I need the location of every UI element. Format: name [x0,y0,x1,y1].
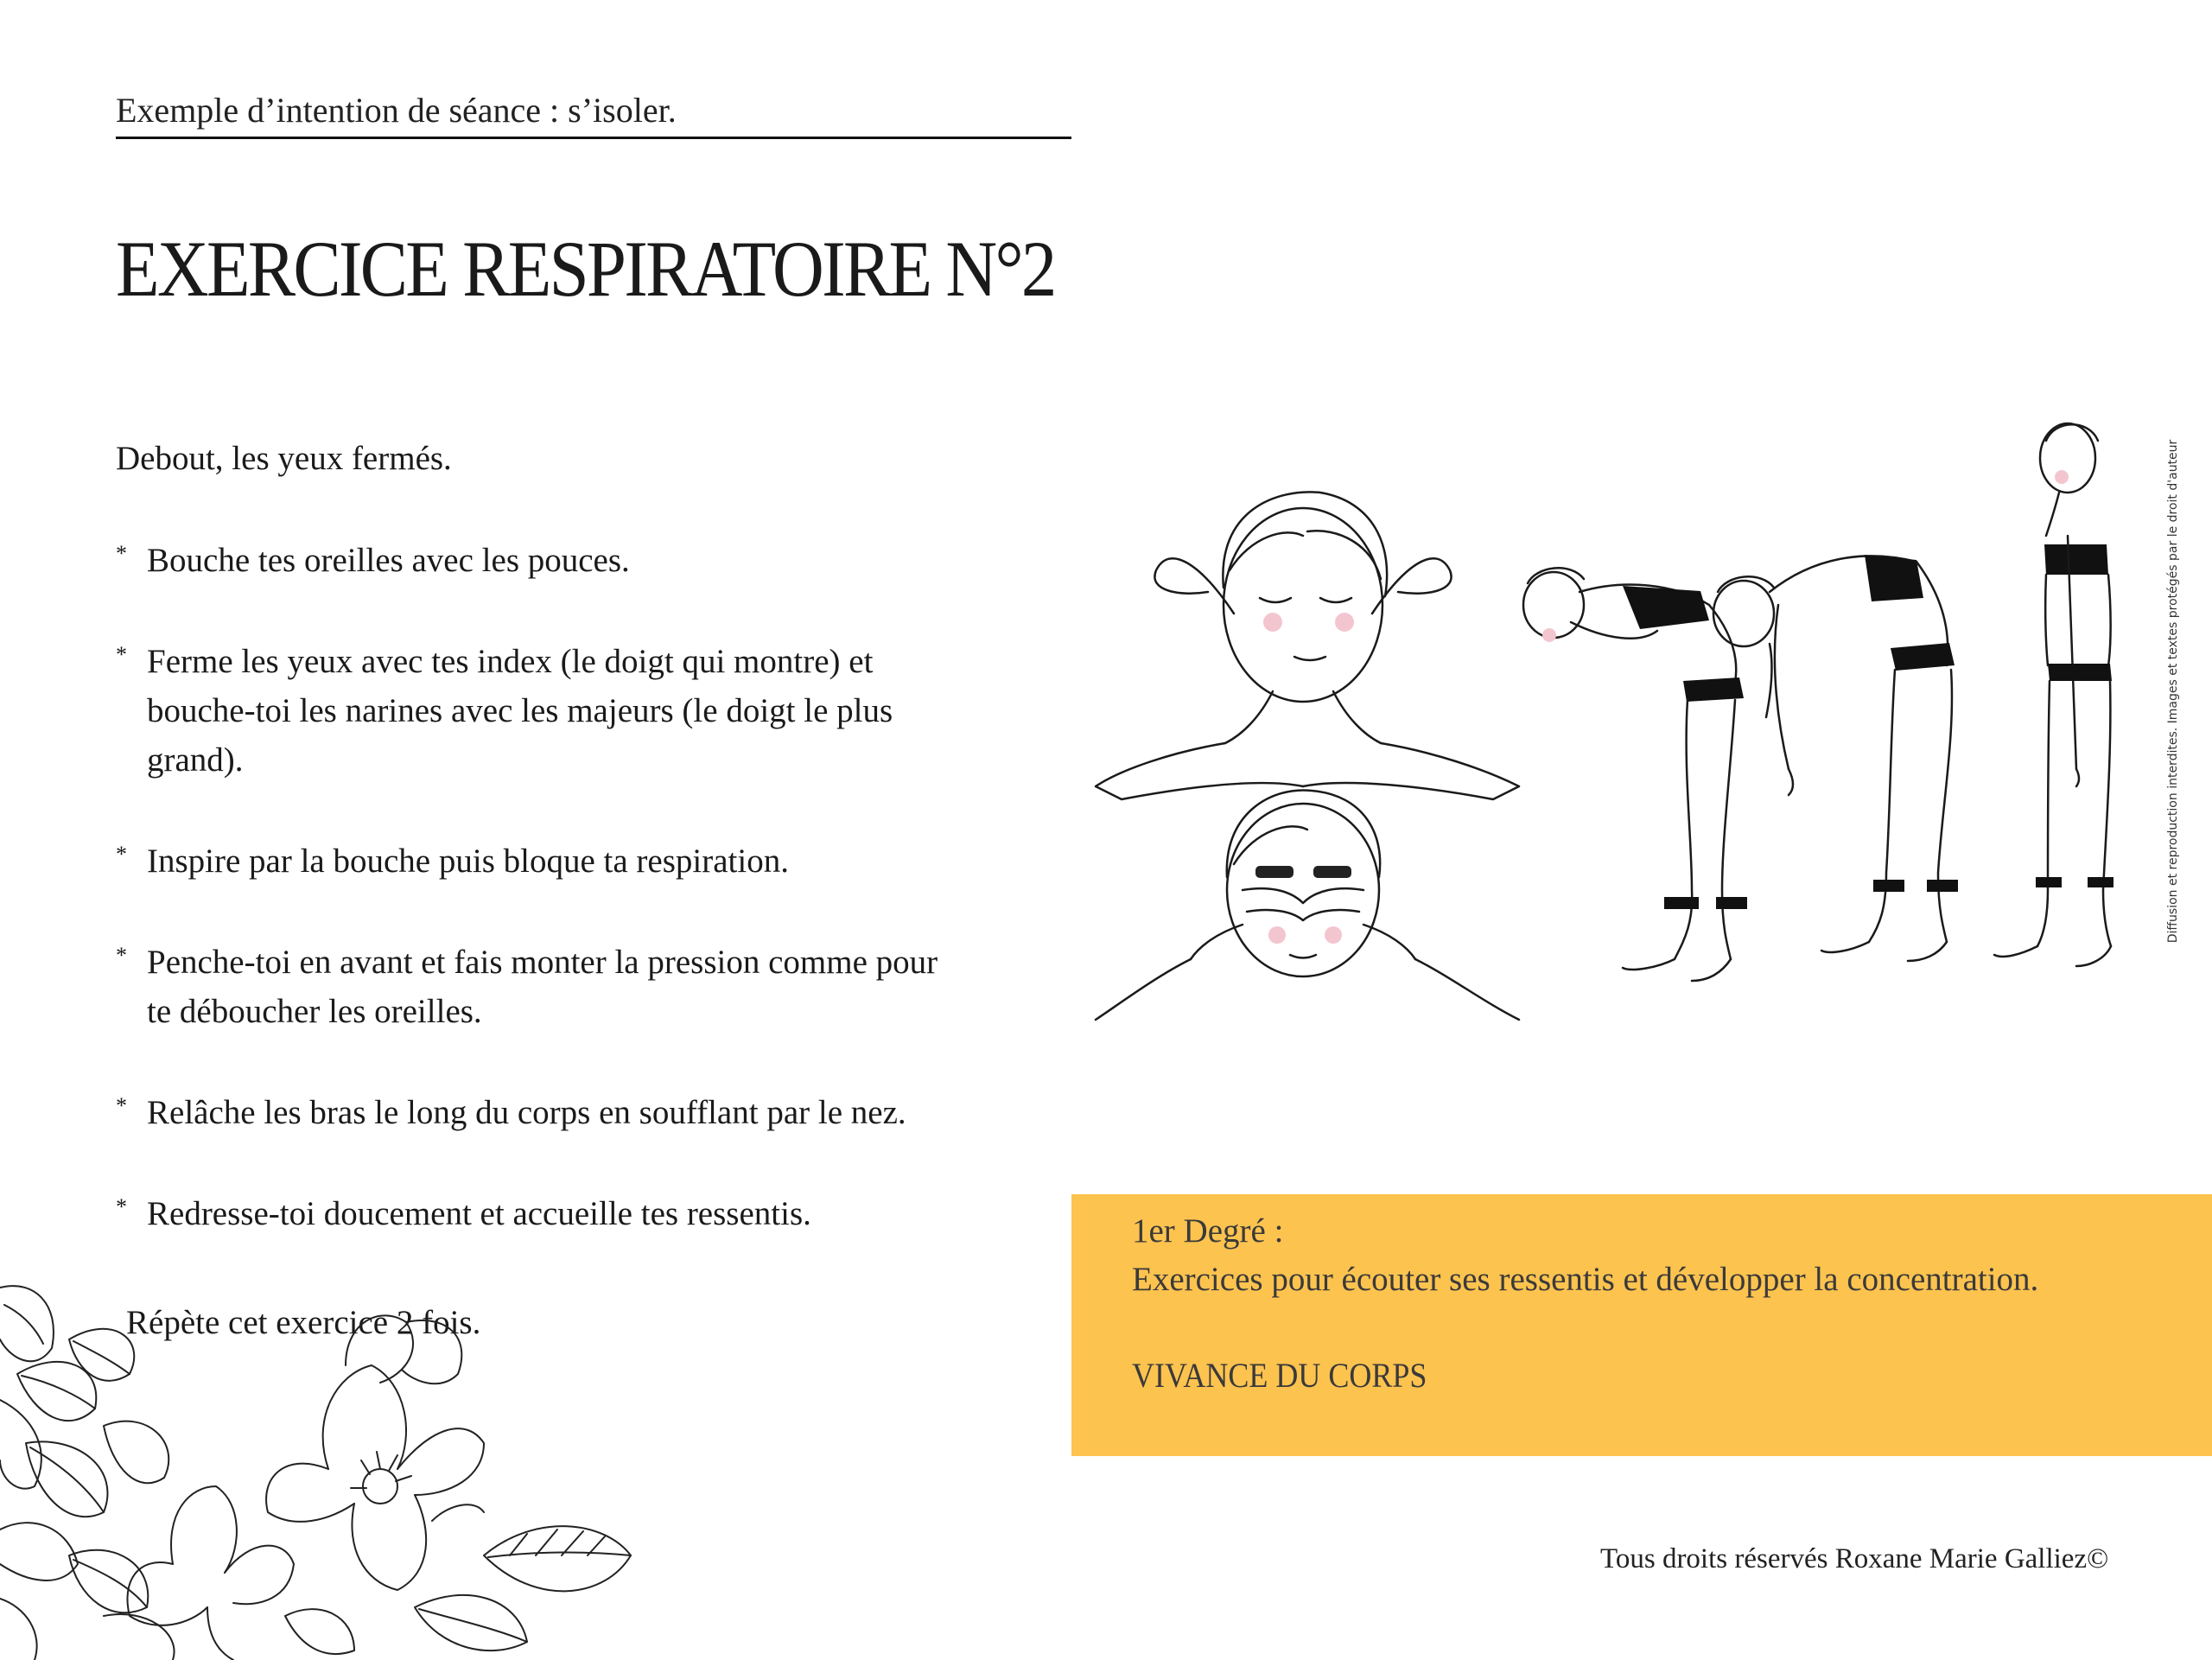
step-line: Relâche les bras le long du corps en soufflant par le nez. [147,1094,906,1131]
figure-arms-relaxed [1713,555,1958,961]
bullet-asterisk: * [116,842,127,867]
intro-text: Debout, les yeux fermés. [116,440,452,477]
step-item [116,938,1075,1036]
session-intention: Exemple d’intention de séance : s’isoler. [116,91,677,130]
figure-ears-covered [1096,492,1519,799]
figure-standing-upright [1994,423,2113,966]
repeat-instruction: Répète cet exercice 2 fois. [126,1304,481,1341]
step-line: Redresse-toi doucement et accueille tes ressentis. [147,1195,811,1232]
step-line: bouche-toi les narines avec les majeurs (le doigt le plus [147,692,893,729]
bullet-asterisk: * [116,943,127,968]
bullet-asterisk: * [116,1093,127,1118]
step-line: Inspire par la bouche puis bloque ta respiration. [147,843,789,880]
step-line: te déboucher les oreilles. [147,993,482,1030]
category-label: VIVANCE DU CORPS [1132,1356,1427,1395]
intention-divider [116,137,1071,139]
credit-text: Diffusion et reproduction interdites. Images et textes protégés par le droit d'auteur [2166,439,2180,944]
step-line: Ferme les yeux avec tes index (le doigt qui montre) et [147,643,874,680]
steps-list [116,536,1075,1290]
degree-description: Exercices pour écouter ses ressentis et développer la concentration. [1132,1261,2039,1298]
degree-label: 1er Degré : [1132,1212,1284,1250]
floral-decoration-icon [0,1270,639,1660]
illustration-credit [2160,406,2186,976]
step-item [116,637,1075,785]
step-item [116,1088,1075,1137]
bullet-asterisk: * [116,541,127,566]
step-line: grand). [147,741,244,779]
page-title: EXERCICE RESPIRATOIRE N°2 [116,225,1055,313]
step-item [116,1189,1075,1238]
copyright-notice: Tous droits réservés Roxane Marie Galliez© [1600,1543,2109,1574]
info-box [1071,1194,2212,1456]
bullet-asterisk: * [116,1194,127,1219]
exercise-illustration [1087,406,2124,1028]
figure-eyes-covered [1096,790,1519,1020]
step-line: Bouche tes oreilles avec les pouces. [147,542,630,579]
step-item [116,536,1075,585]
bullet-asterisk: * [116,642,127,667]
figure-bent-forward [1523,568,1747,981]
step-item [116,836,1075,886]
step-line: Penche-toi en avant et fais monter la pression comme pour [147,944,938,981]
